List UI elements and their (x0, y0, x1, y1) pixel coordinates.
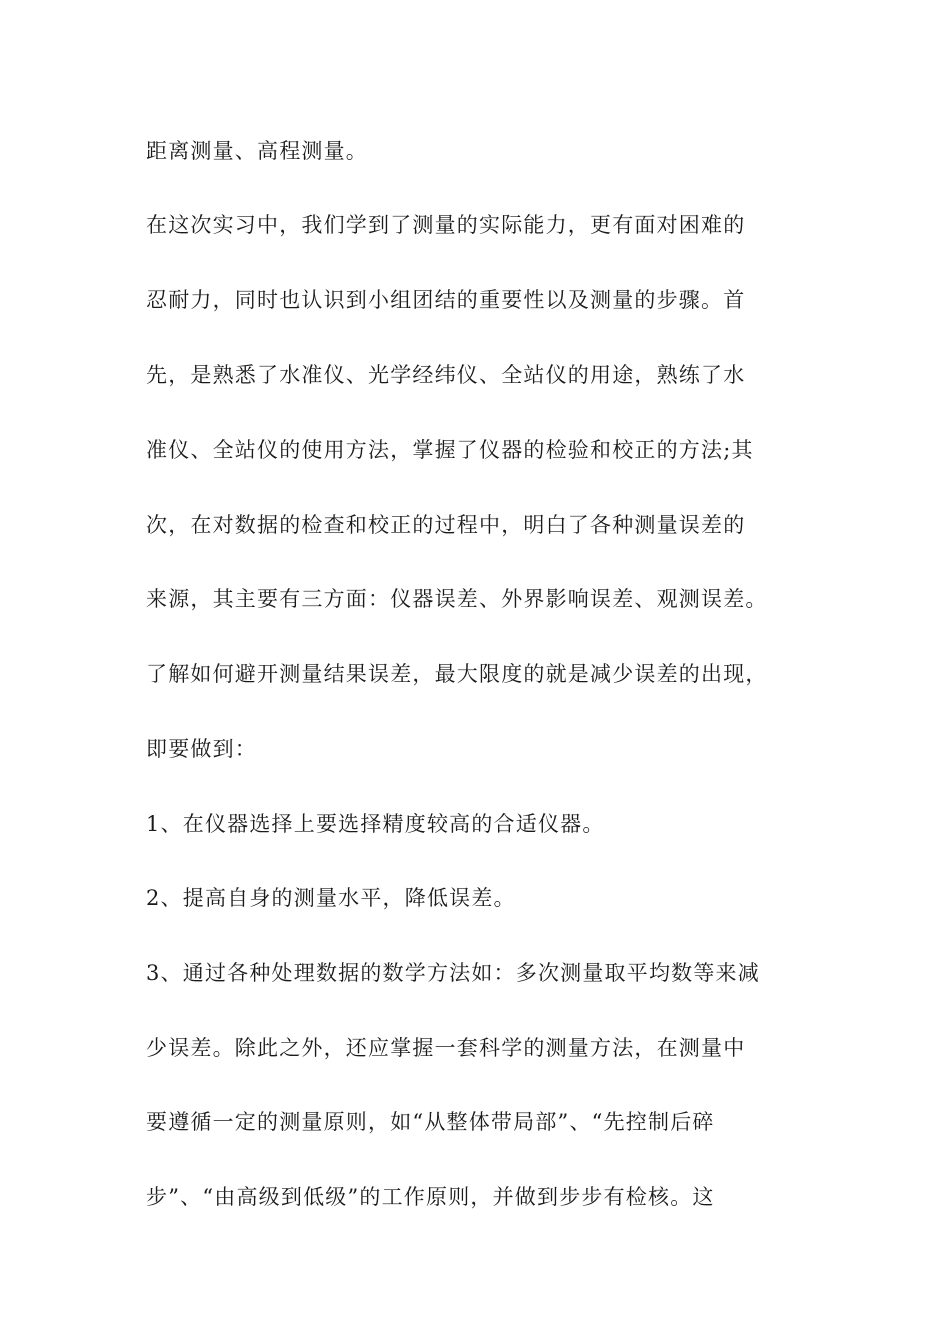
list-item: 1、在仪器选择上要选择精度较高的合适仪器。 (146, 812, 605, 836)
text-line: 了解如何避开测量结果误差，最大限度的就是减少误差的出现， (146, 662, 768, 686)
text-line: 次，在对数据的检查和校正的过程中，明白了各种测量误差的 (146, 513, 746, 537)
text-line: 准仪、全站仪的使用方法，掌握了仪器的检验和校正的方法;其 (146, 438, 754, 462)
text-line: 步”、“由高级到低级”的工作原则，并做到步步有检核。这 (146, 1185, 715, 1209)
list-item: 3、通过各种处理数据的数学方法如：多次测量取平均数等来减 (146, 961, 760, 985)
text-line: 即要做到： (146, 737, 257, 761)
text-line: 来源，其主要有三方面：仪器误差、外界影响误差、观测误差。 (146, 587, 768, 611)
text-line: 先，是熟悉了水准仪、光学经纬仪、全站仪的用途，熟练了水 (146, 363, 746, 387)
text-line: 在这次实习中，我们学到了测量的实际能力，更有面对困难的 (146, 213, 746, 237)
list-item: 2、提高自身的测量水平，降低误差。 (146, 886, 516, 910)
text-line: 忍耐力，同时也认识到小组团结的重要性以及测量的步骤。首 (146, 288, 746, 312)
text-line: 少误差。除此之外，还应掌握一套科学的测量方法，在测量中 (146, 1036, 746, 1060)
text-line: 要遵循一定的测量原则，如“从整体带局部”、“先控制后碎 (146, 1110, 715, 1134)
text-line: 距离测量、高程测量。 (146, 139, 368, 163)
